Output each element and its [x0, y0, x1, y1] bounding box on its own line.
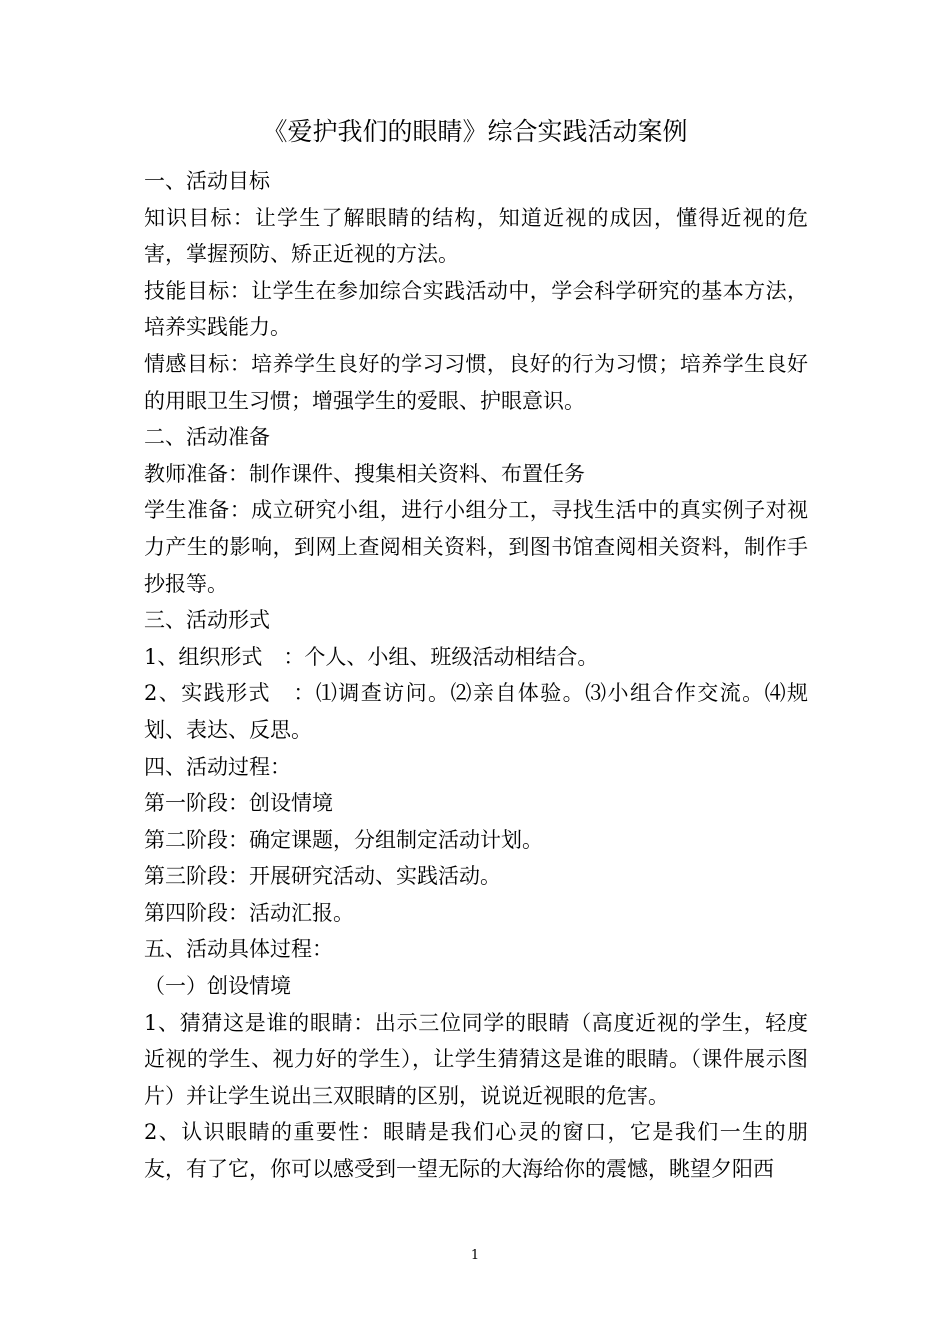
- paragraph-stage-three: 第三阶段：开展研究活动、实践活动。: [144, 864, 501, 889]
- heading-detailed-process: 五、活动具体过程：: [144, 937, 333, 962]
- heading-activity-preparation: 二、活动准备: [144, 425, 270, 450]
- heading-activity-goals: 一、活动目标: [144, 169, 270, 193]
- heading-activity-form: 三、活动形式: [144, 608, 270, 633]
- document-title: 《爱护我们的眼睛》综合实践活动案例: [262, 117, 688, 146]
- paragraph-eye-importance: 2、认识眼睛的重要性：眼睛是我们心灵的窗口，它是我们一生的朋友，有了它，你可以感受到一望无际的大海给你的震憾，眺望夕阳西: [144, 1120, 808, 1182]
- paragraph-skill-goal: 技能目标：让学生在参加综合实践活动中，学会科学研究的基本方法，培养实践能力。: [144, 278, 808, 340]
- paragraph-knowledge-goal: 知识目标：让学生了解眼睛的结构，知道近视的成因，懂得近视的危害，掌握预防、矫正近视的方法。: [144, 205, 808, 267]
- paragraph-emotion-goal: 情感目标：培养学生良好的学习习惯，良好的行为习惯；培养学生良好的用眼卫生习惯；增强学生的爱眼、护眼意识。: [144, 351, 808, 413]
- heading-activity-process: 四、活动过程：: [144, 754, 291, 779]
- paragraph-organization-form: 1、组织形式 ：个人、小组、班级活动相结合。: [144, 644, 599, 669]
- subheading-create-scenario: （一）创设情境: [144, 974, 291, 999]
- page-number: 1: [470, 1248, 480, 1263]
- paragraph-stage-two: 第二阶段：确定课题，分组制定活动计划。: [144, 827, 543, 852]
- paragraph-student-preparation: 学生准备：成立研究小组，进行小组分工，寻找生活中的真实例子对视力产生的影响，到网上查阅相关资料，到图书馆查阅相关资料，制作手抄报等。: [144, 498, 808, 596]
- paragraph-practice-form: 2、实践形式 ：⑴调查访问。⑵亲自体验。⑶小组合作交流。⑷规划、表达、反思。: [144, 681, 808, 742]
- document-body: [144, 163, 808, 1188]
- paragraph-guess-eyes: 1、猜猜这是谁的眼睛：出示三位同学的眼睛（高度近视的学生，轻度近视的学生、视力好的学生），让学生猜猜这是谁的眼睛。（课件展示图片）并让学生说出三双眼睛的区别，说说近视眼的危害。: [144, 1010, 808, 1108]
- paragraph-stage-one: 第一阶段：创设情境: [144, 791, 333, 816]
- paragraph-stage-four: 第四阶段：活动汇报。: [144, 900, 354, 925]
- paragraph-teacher-preparation: 教师准备：制作课件、搜集相关资料、布置任务: [144, 461, 585, 486]
